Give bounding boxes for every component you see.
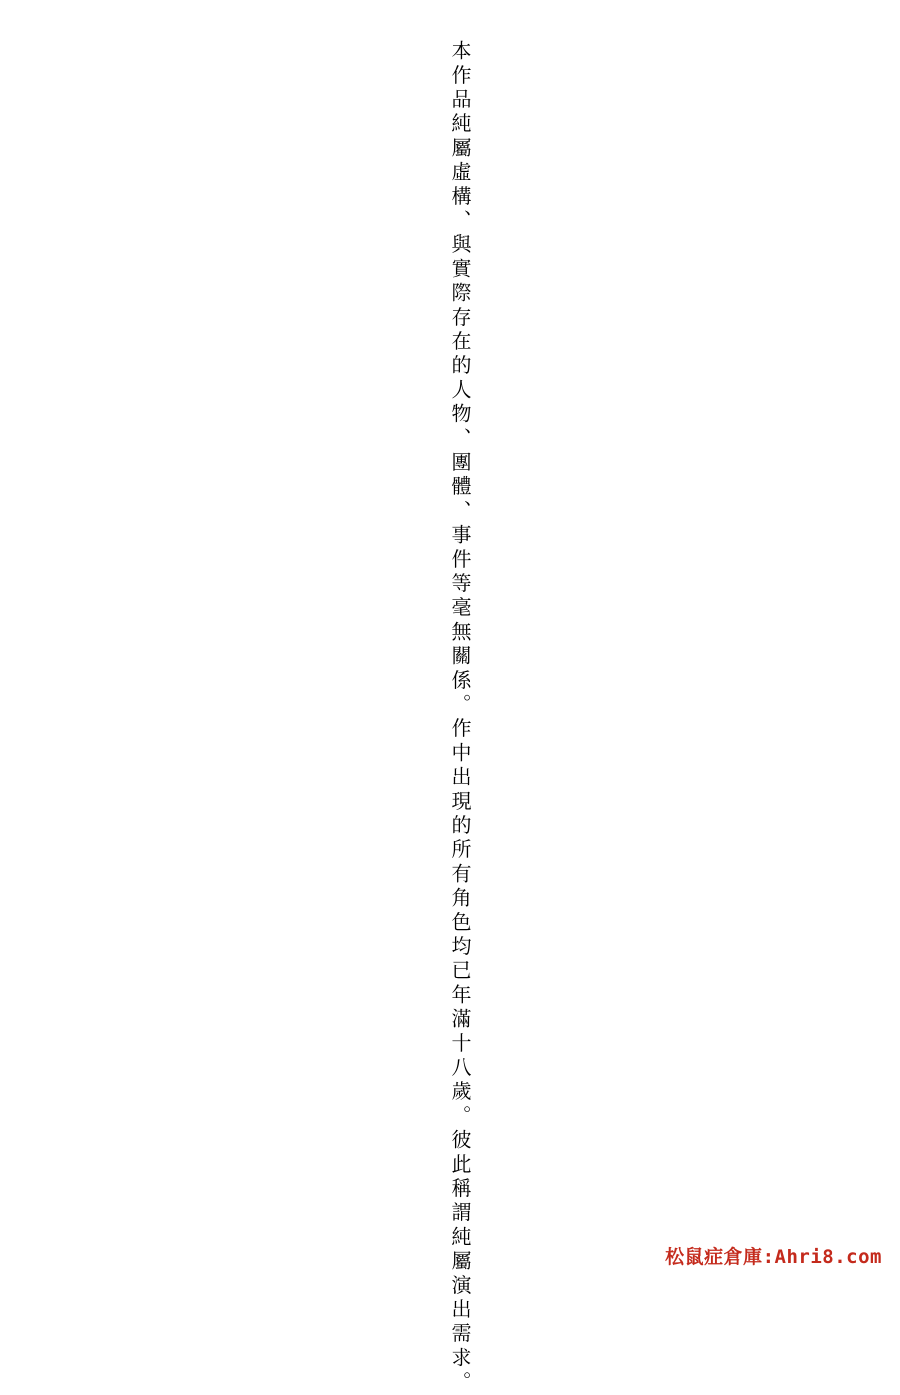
site-watermark: 松鼠症倉庫:Ahri8.com [665,1246,882,1268]
disclaimer-text: 本作品純屬虛構、與實際存在的人物、團體、事件等毫無關係。作中出現的所有角色均已年滿十八歲。彼此稱謂純屬演出需求。 [448,40,472,1395]
